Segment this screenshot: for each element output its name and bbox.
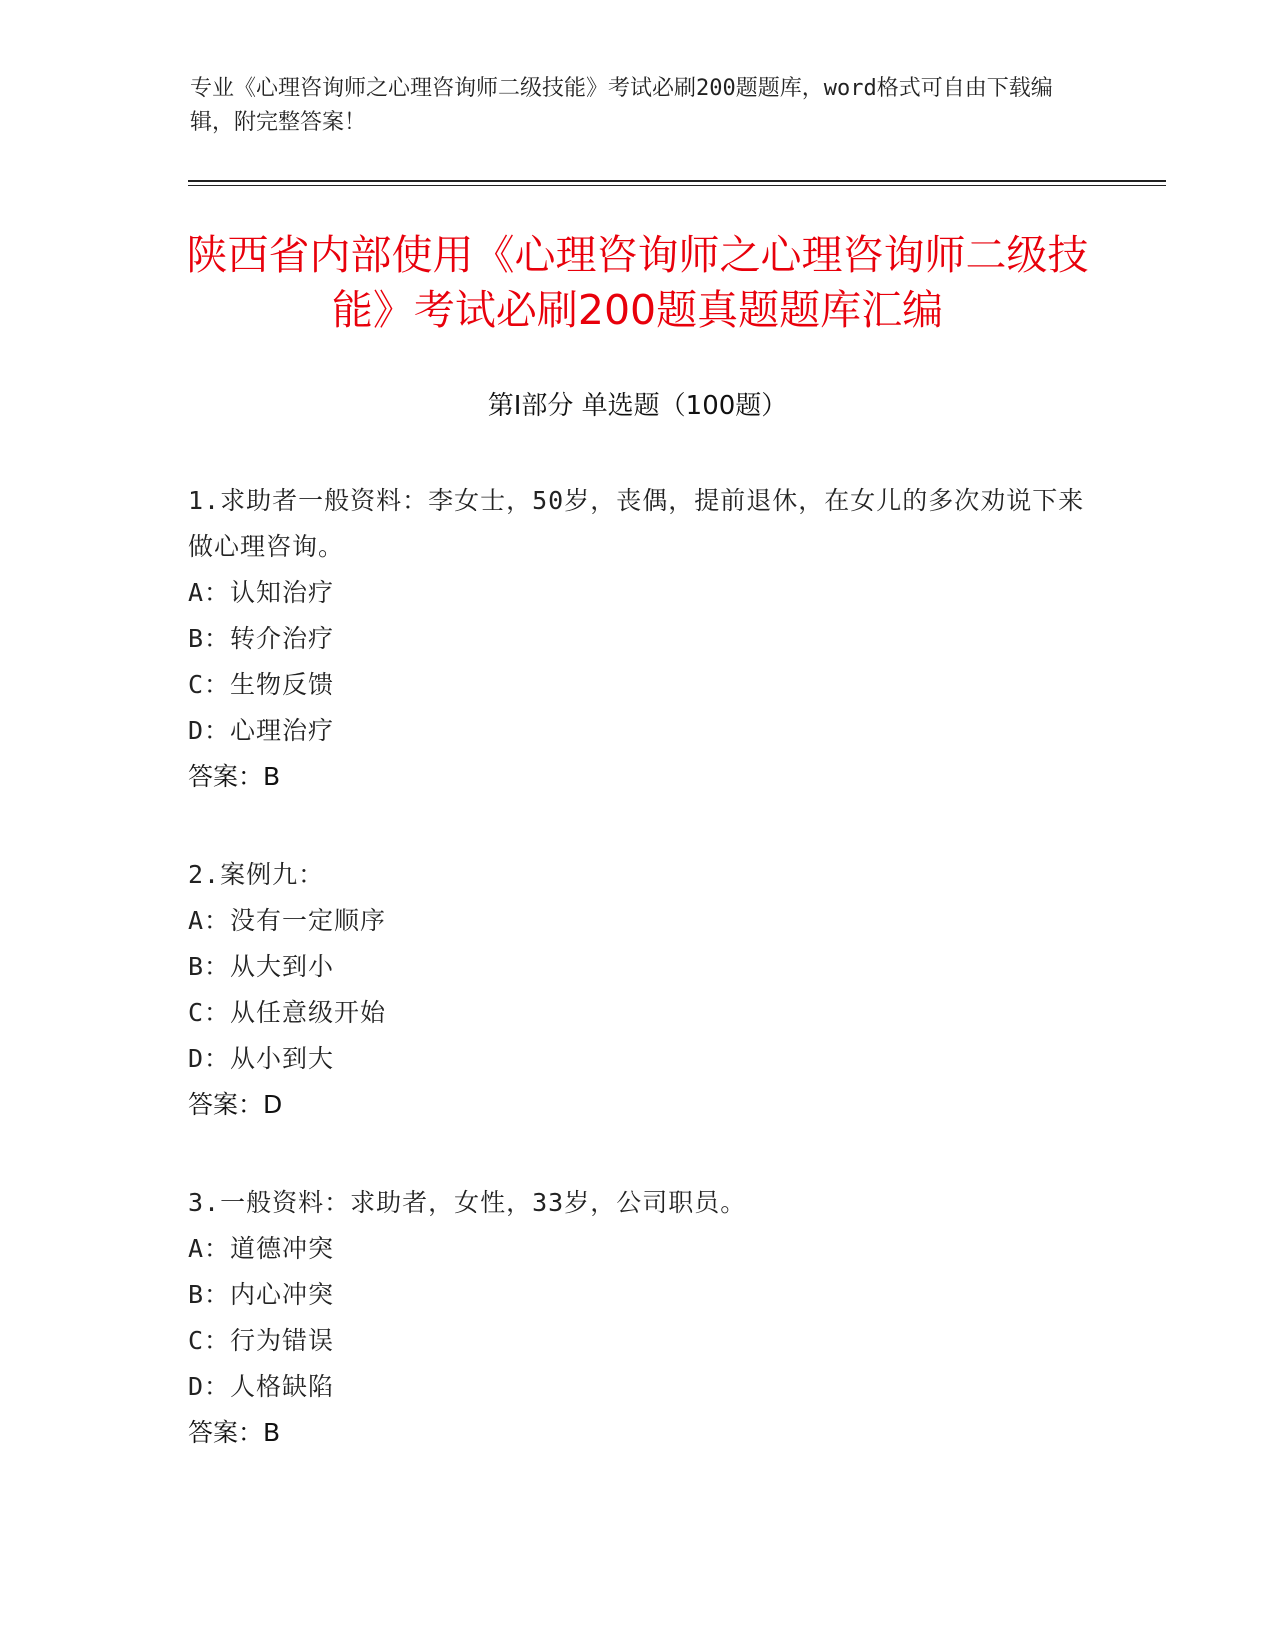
option-d: D：人格缺陷 bbox=[188, 1372, 335, 1401]
option-a: A：认知治疗 bbox=[188, 578, 335, 607]
header-divider-thick bbox=[188, 180, 1166, 182]
question-stem: 2.案例九： bbox=[188, 860, 325, 889]
header-note: 专业《心理咨询师之心理咨询师二级技能》考试必刷200题题库，word格式可自由下载编辑，附完整答案！ bbox=[190, 76, 1053, 135]
option-d: D：从小到大 bbox=[188, 1044, 335, 1073]
option-c: C：从任意级开始 bbox=[188, 998, 387, 1027]
header-divider-thin bbox=[188, 185, 1166, 186]
question-item bbox=[188, 1180, 1088, 1456]
option-c: C：生物反馈 bbox=[188, 670, 335, 699]
option-b: B：从大到小 bbox=[188, 952, 335, 981]
question-item bbox=[188, 852, 1088, 1128]
option-c: C：行为错误 bbox=[188, 1326, 335, 1355]
question-stem: 3.一般资料：求助者，女性，33岁，公司职员。 bbox=[188, 1188, 747, 1217]
option-a: A：道德冲突 bbox=[188, 1234, 335, 1263]
question-item bbox=[188, 478, 1088, 800]
section-heading: 第Ⅰ部分 单选题（100题） bbox=[487, 391, 788, 421]
option-b: B：转介治疗 bbox=[188, 624, 335, 653]
answer-line: 答案：B bbox=[188, 762, 281, 791]
option-a: A：没有一定顺序 bbox=[188, 906, 387, 935]
question-list bbox=[188, 478, 1088, 1508]
question-stem: 1.求助者一般资料：李女士，50岁，丧偶，提前退休，在女儿的多次劝说下来做心理咨询。 bbox=[188, 486, 1085, 561]
option-b: B：内心冲突 bbox=[188, 1280, 335, 1309]
document-title: 陕西省内部使用《心理咨询师之心理咨询师二级技能》考试必刷200题真题题库汇编 bbox=[186, 231, 1089, 334]
answer-line: 答案：B bbox=[188, 1418, 281, 1447]
answer-line: 答案：D bbox=[188, 1090, 283, 1119]
option-d: D：心理治疗 bbox=[188, 716, 335, 745]
